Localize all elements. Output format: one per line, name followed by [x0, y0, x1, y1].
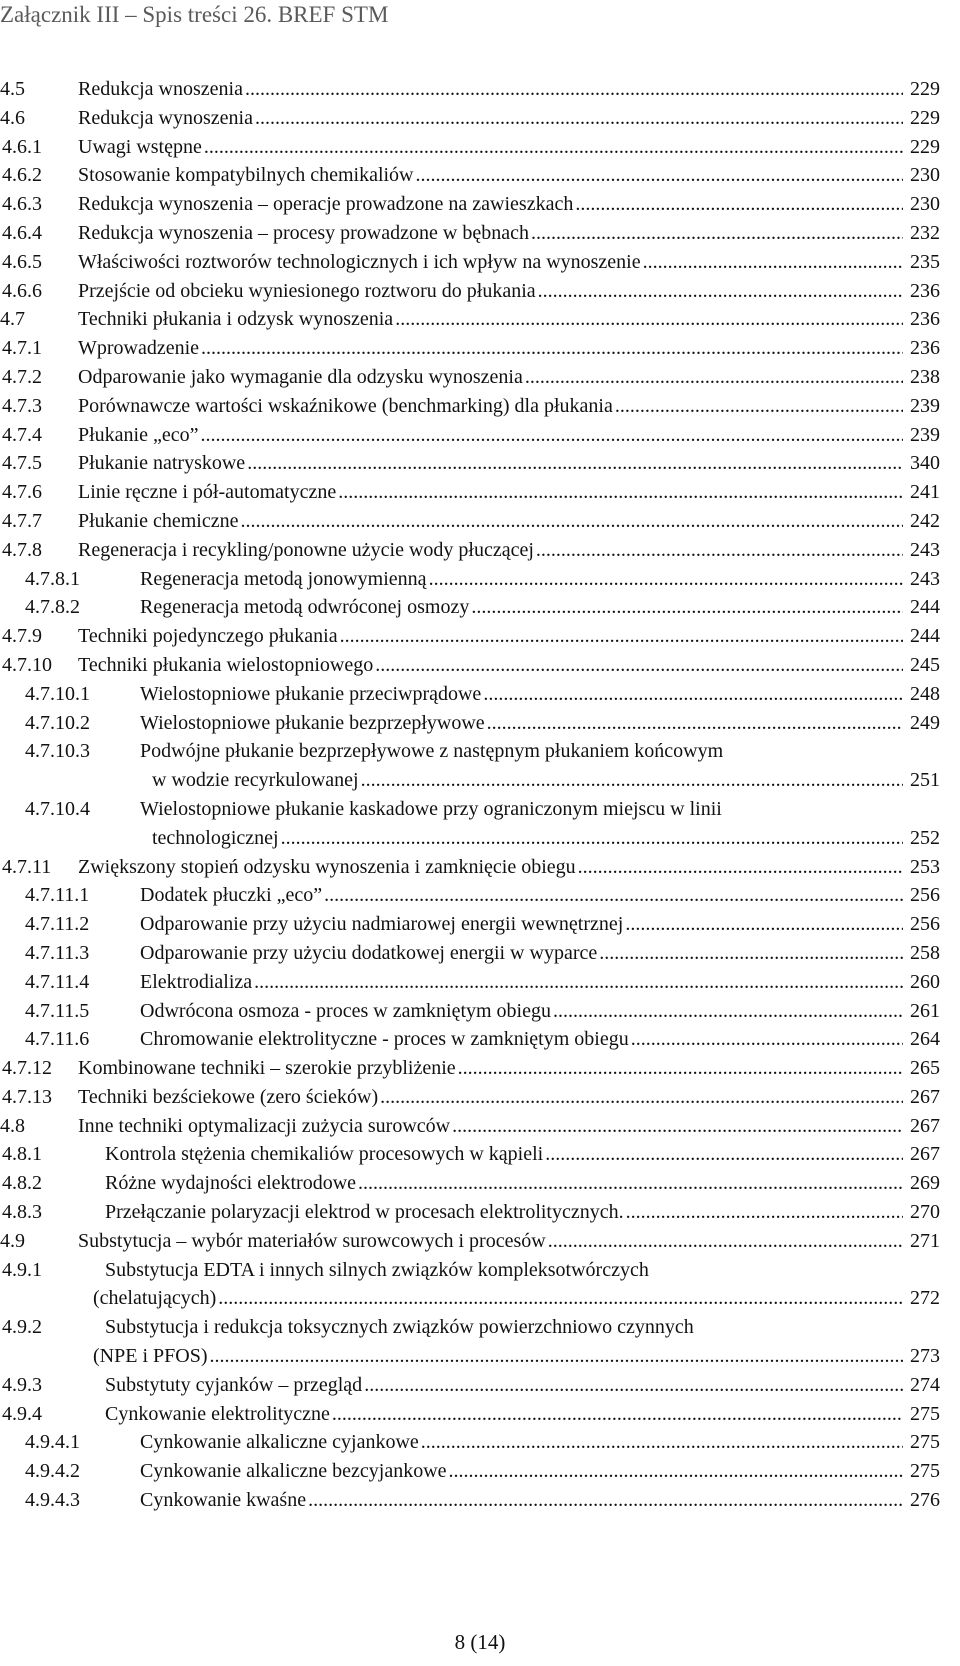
dot-leader: [416, 161, 904, 189]
toc-entry-number: 4.9.2: [2, 1316, 42, 1339]
toc-entry-title: Podwójne płukanie bezprzepływowe z następnym płukaniem końcowym: [140, 740, 724, 763]
toc-entry[interactable]: [0, 190, 940, 219]
toc-entry[interactable]: [0, 939, 940, 968]
toc-entry-number: 4.9.1: [2, 1258, 42, 1281]
toc-entry-number: 4.7.10.2: [25, 711, 90, 734]
toc-entry-title: Cynkowanie elektrolityczne: [105, 1400, 331, 1428]
toc-entry-title: Kombinowane techniki – szerokie przybliżenie: [78, 1054, 457, 1082]
toc-entry-page: 272: [910, 1287, 940, 1310]
toc-entry[interactable]: [0, 1025, 940, 1054]
toc-entry[interactable]: [0, 363, 940, 392]
toc-entry-page: 244: [910, 625, 940, 648]
toc-entry[interactable]: [0, 1457, 940, 1486]
dot-leader: [525, 363, 903, 391]
dot-leader: [531, 219, 903, 247]
toc-entry-page: 249: [910, 711, 940, 734]
toc-entry-number: 4.8.2: [2, 1172, 42, 1195]
toc-entry-page: 264: [910, 1028, 940, 1051]
dot-leader: [538, 277, 903, 305]
dot-leader: [553, 997, 903, 1025]
toc-entry-title: Techniki płukania wielostopniowego: [78, 651, 374, 679]
toc-entry[interactable]: [0, 565, 940, 594]
toc-entry-title: Linie ręczne i pół-automatyczne: [78, 478, 337, 506]
dot-leader: [201, 334, 903, 362]
toc-entry[interactable]: [0, 421, 940, 450]
toc-entry-page: 243: [910, 538, 940, 561]
toc-entry[interactable]: [0, 536, 940, 565]
toc-entry-number: 4.9.3: [2, 1373, 42, 1396]
dot-leader: [241, 507, 904, 535]
toc-entry-number: 4.7.11.1: [25, 884, 90, 907]
toc-entry[interactable]: [0, 1313, 940, 1371]
toc-entry-title: Płukanie chemiczne: [78, 507, 240, 535]
toc-entry-page: 245: [910, 653, 940, 676]
toc-entry[interactable]: [0, 1083, 940, 1112]
toc-entry[interactable]: [0, 680, 940, 709]
toc-entry-number: 4.6.5: [2, 250, 42, 273]
dot-leader: [487, 709, 903, 737]
toc-entry-page: 253: [910, 855, 940, 878]
toc-entry-number: 4.7.5: [2, 452, 42, 475]
toc-entry[interactable]: [0, 881, 940, 910]
toc-entry[interactable]: [0, 75, 940, 104]
dot-leader: [204, 133, 903, 161]
toc-entry-page: 236: [910, 337, 940, 360]
toc-entry-page: 275: [910, 1402, 940, 1425]
toc-entry[interactable]: [0, 1486, 940, 1515]
toc-entry[interactable]: [0, 133, 940, 162]
toc-entry-page: 256: [910, 884, 940, 907]
toc-entry-page: 265: [910, 1057, 940, 1080]
dot-leader: [449, 1457, 903, 1485]
dot-leader: [625, 910, 903, 938]
toc-entry[interactable]: [0, 161, 940, 190]
toc-entry-number: 4.6.2: [2, 164, 42, 187]
toc-entry-number: 4.6.4: [2, 221, 42, 244]
toc-entry-title: Odparowanie przy użyciu nadmiarowej energii wewnętrznej: [140, 910, 624, 938]
toc-entry-page: 239: [910, 423, 940, 446]
toc-entry[interactable]: [0, 478, 940, 507]
toc-entry-page: 275: [910, 1460, 940, 1483]
dot-leader: [626, 1198, 903, 1226]
toc-entry-number: 4.7.11: [2, 855, 52, 878]
toc-entry[interactable]: [0, 1428, 940, 1457]
toc-entry-page: 244: [910, 596, 940, 619]
toc-entry[interactable]: [0, 853, 940, 882]
toc-entry-number: 4.7.7: [2, 509, 42, 532]
toc-entry-page: 261: [910, 999, 940, 1022]
toc-entry-number: 4.6.1: [2, 135, 42, 158]
toc-entry-page: 274: [910, 1373, 940, 1396]
toc-entry[interactable]: [0, 305, 940, 334]
toc-entry-title: Chromowanie elektrolityczne - proces w zamkniętym obiegu: [140, 1025, 630, 1053]
toc-entry-title: Odwrócona osmoza - proces w zamkniętym obiegu: [140, 997, 552, 1025]
toc-entry-number: 4.9.4: [2, 1402, 42, 1425]
toc-entry[interactable]: [0, 277, 940, 306]
toc-entry-title: Substytucja EDTA i innych silnych związków kompleksotwórczych: [105, 1258, 649, 1281]
dot-leader: [545, 1140, 903, 1168]
toc-entry[interactable]: [0, 709, 940, 738]
dot-leader: [578, 853, 903, 881]
toc-entry-number: 4.7.10.4: [25, 797, 90, 820]
dot-leader: [245, 75, 903, 103]
toc-entry-page: 235: [910, 250, 940, 273]
dot-leader: [452, 1112, 903, 1140]
toc-entry-page: 267: [910, 1085, 940, 1108]
toc-entry-number: 4.7.12: [2, 1057, 52, 1080]
toc-entry-title-continued: (NPE i PFOS): [93, 1342, 208, 1370]
toc-entry[interactable]: [0, 910, 940, 939]
toc-entry-number: 4.8.3: [2, 1201, 42, 1224]
toc-entry-title: Substytucja i redukcja toksycznych związków powierzchniowo czynnych: [105, 1316, 694, 1339]
toc-entry[interactable]: [0, 334, 940, 363]
toc-entry-page: 271: [910, 1229, 940, 1252]
toc-entry-number: 4.8: [0, 1114, 25, 1137]
toc-entry[interactable]: [0, 507, 940, 536]
dot-leader: [218, 1284, 903, 1312]
toc-entry[interactable]: [0, 1400, 940, 1429]
toc-entry-page: 229: [910, 135, 940, 158]
toc-entry[interactable]: [0, 449, 940, 478]
dot-leader: [201, 421, 904, 449]
dot-leader: [458, 1054, 903, 1082]
toc-entry-title: Odparowanie przy użyciu dodatkowej energii w wyparce: [140, 939, 598, 967]
toc-entry-title-continued: technologicznej: [152, 824, 280, 852]
dot-leader: [483, 680, 903, 708]
toc-entry-title: Substytuty cyjanków – przegląd: [105, 1371, 363, 1399]
toc-entry-title: Wielostopniowe płukanie kaskadowe przy ograniczonym miejscu w linii: [140, 797, 722, 820]
toc-entry-number: 4.7.8.1: [25, 567, 80, 590]
table-of-contents: [0, 75, 940, 1515]
toc-entry-page: 242: [910, 509, 940, 532]
toc-entry-title: Porównawcze wartości wskaźnikowe (benchmarking) dla płukania: [78, 392, 614, 420]
toc-entry-page: 258: [910, 941, 940, 964]
toc-entry[interactable]: [0, 219, 940, 248]
toc-entry-number: 4.5: [0, 78, 25, 100]
toc-entry-title-continued: w wodzie recyrkulowanej: [152, 766, 360, 794]
dot-leader: [247, 449, 903, 477]
toc-entry-page: 340: [910, 452, 940, 475]
toc-entry-page: 238: [910, 365, 940, 388]
toc-entry-page: 267: [910, 1114, 940, 1137]
toc-entry-title: Redukcja wynoszenia – operacje prowadzone na zawieszkach: [78, 190, 574, 218]
toc-entry-number: 4.9: [0, 1229, 25, 1252]
toc-entry-page: 269: [910, 1172, 940, 1195]
toc-entry-number: 4.7.8.2: [25, 596, 80, 619]
dot-leader: [209, 1342, 903, 1370]
dot-leader: [380, 1083, 903, 1111]
toc-entry-page: 230: [910, 164, 940, 187]
toc-entry[interactable]: [0, 968, 940, 997]
toc-entry-page: 270: [910, 1201, 940, 1224]
dot-leader: [599, 939, 903, 967]
dot-leader: [361, 766, 903, 794]
toc-entry[interactable]: [0, 1227, 940, 1256]
toc-entry-title: Wielostopniowe płukanie bezprzepływowe: [140, 709, 486, 737]
toc-entry-page: 248: [910, 682, 940, 705]
dot-leader: [332, 1400, 903, 1428]
dot-leader: [375, 651, 903, 679]
toc-entry-number: 4.7.11.3: [25, 941, 90, 964]
toc-entry-page: 260: [910, 970, 940, 993]
toc-entry-title: Techniki bezściekowe (zero ścieków): [78, 1083, 379, 1111]
toc-entry-page: 230: [910, 193, 940, 216]
toc-entry-title: Substytucja – wybór materiałów surowcowych i procesów: [78, 1227, 547, 1255]
toc-entry-title: Zwiększony stopień odzysku wynoszenia i zamknięcie obiegu: [78, 853, 577, 881]
dot-leader: [548, 1227, 903, 1255]
toc-entry-title: Cynkowanie alkaliczne bezcyjankowe: [140, 1457, 448, 1485]
toc-entry-title: Stosowanie kompatybilnych chemikaliów: [78, 161, 415, 189]
toc-entry-title: Przełączanie polaryzacji elektrod w procesach elektrolitycznych.: [105, 1198, 625, 1226]
toc-entry-number: 4.6.3: [2, 193, 42, 216]
toc-entry-title: Elektrodializa: [140, 968, 253, 996]
dot-leader: [643, 248, 903, 276]
toc-entry-number: 4.7.10.1: [25, 682, 90, 705]
toc-entry[interactable]: [0, 248, 940, 277]
dot-leader: [395, 305, 903, 333]
toc-entry-title: Techniki pojedynczego płukania: [78, 622, 339, 650]
toc-entry[interactable]: [0, 795, 940, 853]
toc-entry-page: 241: [910, 481, 940, 504]
toc-entry-number: 4.6: [0, 106, 25, 129]
toc-entry-title: Dodatek płuczki „eco”: [140, 881, 323, 909]
toc-entry-title: Redukcja wynoszenia: [78, 104, 254, 132]
toc-entry-number: 4.7.10: [2, 653, 52, 676]
dot-leader: [338, 478, 903, 506]
toc-entry-number: 4.7.11.2: [25, 913, 90, 936]
toc-entry-title: Kontrola stężenia chemikaliów procesowych w kąpieli: [105, 1140, 544, 1168]
page-number: 8 (14): [454, 1630, 506, 1654]
toc-entry-title: Techniki płukania i odzysk wynoszenia: [78, 305, 394, 333]
toc-entry-number: 4.7.11.6: [25, 1028, 90, 1051]
toc-entry-number: 4.7: [0, 308, 25, 331]
toc-entry-page: 252: [910, 826, 940, 849]
toc-entry-page: 229: [910, 78, 940, 100]
dot-leader: [421, 1428, 903, 1456]
toc-entry-page: 276: [910, 1489, 940, 1512]
toc-entry-title: Regeneracja i recykling/ponowne użycie wody płuczącej: [78, 536, 535, 564]
toc-entry[interactable]: [0, 1112, 940, 1141]
toc-entry-number: 4.7.4: [2, 423, 42, 446]
toc-entry-title: Regeneracja metodą jonowymienną: [140, 565, 428, 593]
toc-entry-number: 4.7.9: [2, 625, 42, 648]
dot-leader: [255, 104, 903, 132]
toc-entry[interactable]: [0, 104, 940, 133]
toc-entry-number: 4.9.4.3: [25, 1489, 80, 1512]
page-header: Załącznik III – Spis treści 26. BREF STM: [0, 2, 389, 27]
toc-entry-title: Odparowanie jako wymaganie dla odzysku wynoszenia: [78, 363, 524, 391]
toc-entry-number: 4.9.4.2: [25, 1460, 80, 1483]
toc-entry[interactable]: [0, 651, 940, 680]
toc-entry[interactable]: [0, 1256, 940, 1314]
toc-entry-number: 4.7.3: [2, 394, 42, 417]
toc-entry-title-continued: (chelatujących): [93, 1284, 217, 1312]
toc-entry-number: 4.7.11.4: [25, 970, 90, 993]
toc-entry-title: Regeneracja metodą odwróconej osmozy: [140, 593, 470, 621]
dot-leader: [536, 536, 903, 564]
toc-entry[interactable]: [0, 622, 940, 651]
dot-leader: [364, 1371, 903, 1399]
toc-entry[interactable]: [0, 1140, 940, 1169]
toc-entry-number: 4.7.2: [2, 365, 42, 388]
toc-entry-page: 232: [910, 221, 940, 244]
toc-entry-number: 4.7.6: [2, 481, 42, 504]
dot-leader: [324, 881, 903, 909]
toc-entry-title: Różne wydajności elektrodowe: [105, 1169, 357, 1197]
toc-entry-page: 275: [910, 1431, 940, 1454]
toc-entry-number: 4.7.11.5: [25, 999, 90, 1022]
toc-entry-title: Płukanie natryskowe: [78, 449, 246, 477]
toc-entry-title: Cynkowanie alkaliczne cyjankowe: [140, 1428, 420, 1456]
toc-entry-page: 243: [910, 567, 940, 590]
toc-entry[interactable]: [0, 1198, 940, 1227]
toc-entry-number: 4.8.1: [2, 1143, 42, 1166]
toc-entry-page: 229: [910, 106, 940, 129]
toc-entry[interactable]: [0, 997, 940, 1026]
toc-entry-page: 239: [910, 394, 940, 417]
toc-entry-number: 4.7.10.3: [25, 740, 90, 763]
toc-entry-page: 251: [910, 769, 940, 792]
dot-leader: [615, 392, 903, 420]
toc-entry-page: 256: [910, 913, 940, 936]
toc-entry-title: Właściwości roztworów technologicznych i ich wpływ na wynoszenie: [78, 248, 642, 276]
dot-leader: [281, 824, 903, 852]
toc-entry-page: 267: [910, 1143, 940, 1166]
dot-leader: [471, 593, 903, 621]
toc-entry-title: Inne techniki optymalizacji zużycia surowców: [78, 1112, 451, 1140]
toc-entry-title: Redukcja wnoszenia: [78, 75, 244, 103]
toc-entry-title: Płukanie „eco”: [78, 421, 200, 449]
dot-leader: [631, 1025, 903, 1053]
toc-entry[interactable]: [0, 593, 940, 622]
toc-entry[interactable]: [0, 1054, 940, 1083]
dot-leader: [308, 1486, 903, 1514]
toc-entry-number: 4.7.13: [2, 1085, 52, 1108]
toc-entry-title: Redukcja wynoszenia – procesy prowadzone w bębnach: [78, 219, 530, 247]
toc-entry-title: Wielostopniowe płukanie przeciwprądowe: [140, 680, 482, 708]
toc-entry[interactable]: [0, 1169, 940, 1198]
dot-leader: [358, 1169, 903, 1197]
dot-leader: [429, 565, 903, 593]
dot-leader: [254, 968, 903, 996]
toc-entry-title: Przejście od obcieku wyniesionego roztworu do płukania: [78, 277, 537, 305]
toc-entry-title: Uwagi wstępne: [78, 133, 203, 161]
toc-entry-page: 273: [910, 1345, 940, 1368]
toc-entry[interactable]: [0, 737, 940, 795]
toc-entry-title: Cynkowanie kwaśne: [140, 1486, 307, 1514]
dot-leader: [340, 622, 903, 650]
toc-entry-number: 4.6.6: [2, 279, 42, 302]
toc-entry-title: Wprowadzenie: [78, 334, 200, 362]
toc-entry-number: 4.7.8: [2, 538, 42, 561]
toc-entry-page: 236: [910, 308, 940, 331]
toc-entry[interactable]: [0, 1371, 940, 1400]
toc-entry-number: 4.7.1: [2, 337, 42, 360]
toc-entry[interactable]: [0, 392, 940, 421]
toc-entry-number: 4.9.4.1: [25, 1431, 80, 1454]
dot-leader: [575, 190, 903, 218]
toc-entry-page: 236: [910, 279, 940, 302]
